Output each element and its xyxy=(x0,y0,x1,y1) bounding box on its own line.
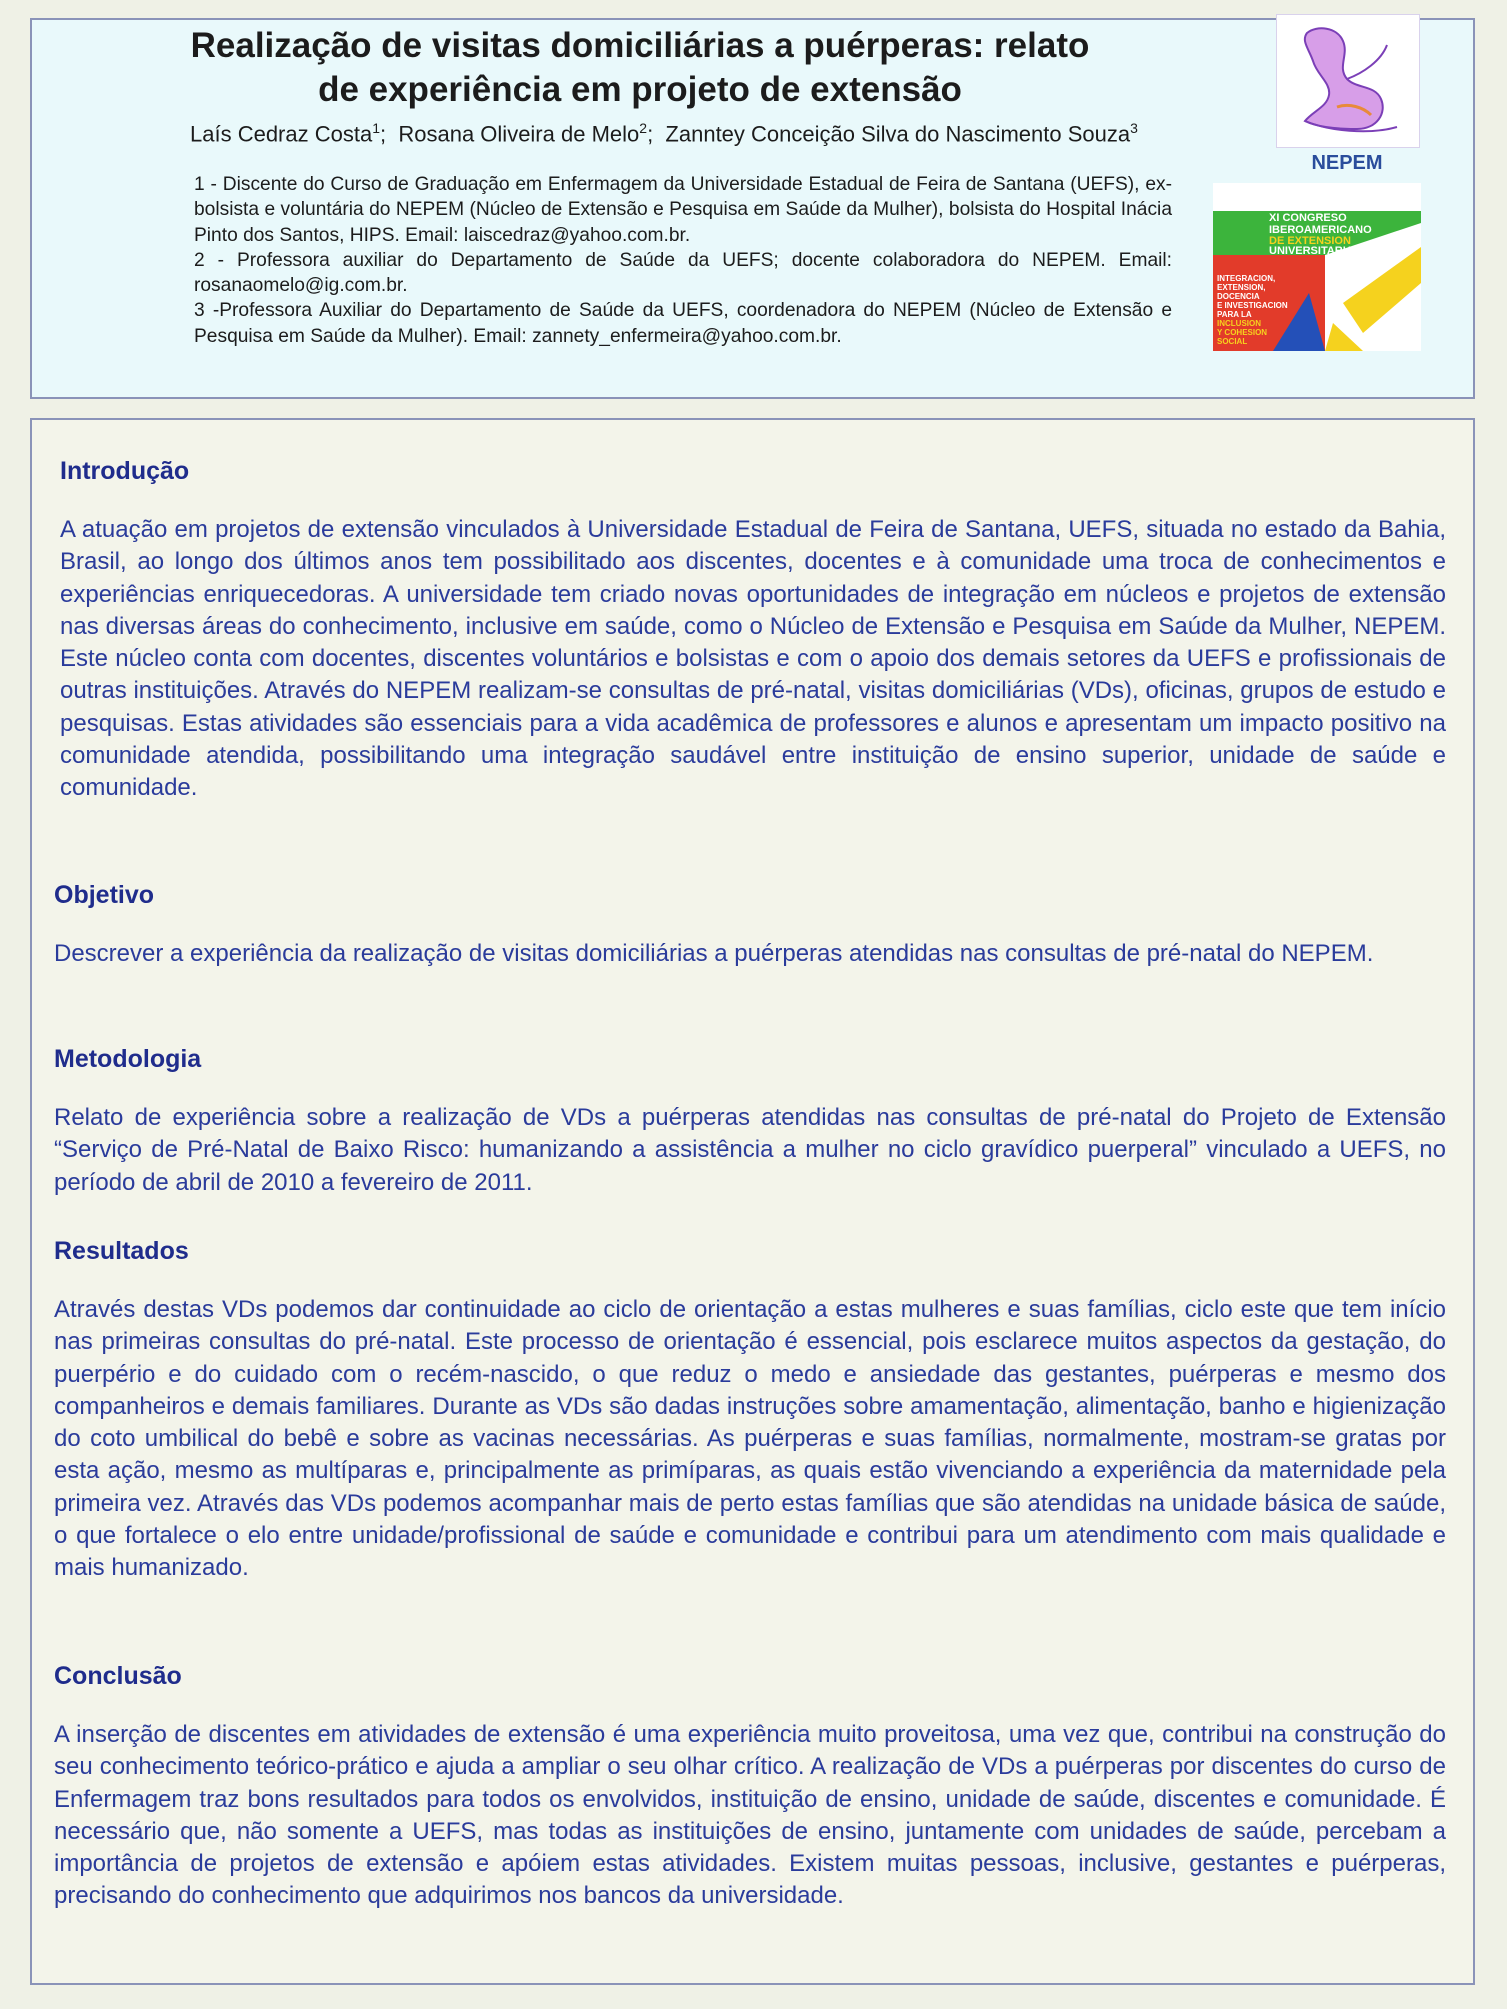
author-affiliation-number: 1 xyxy=(372,120,380,136)
congress-line1: XI CONGRESO xyxy=(1269,212,1347,224)
section-objetivo xyxy=(54,880,1446,970)
congress-sub4: E INVESTIGACION xyxy=(1217,301,1288,310)
section-heading: Conclusão xyxy=(54,1662,182,1690)
congress-sub5: PARA LA xyxy=(1217,310,1252,319)
congress-line3: DE EXTENSION xyxy=(1269,235,1351,247)
section-text: Relato de experiência sobre a realização de VDs a puérperas atendidas nas consultas de pré-natal do Projeto de Extensão “Serviço de Pré-Natal de Baixo Risco: humanizando a assistência a mulher no ciclo gravídico puerperal” vinculado a UEFS, no período de abril de 2010 a fevereiro de 2011. xyxy=(54,1104,1446,1196)
section-text: Descrever a experiência da realização de visitas domiciliárias a puérperas atendidas nas consultas de pré-natal do NEPEM. xyxy=(54,940,1374,967)
congress-logo xyxy=(1213,183,1421,351)
author-separator: ; xyxy=(647,121,660,147)
nepem-logo xyxy=(1276,14,1420,148)
section-heading: Resultados xyxy=(54,1237,189,1265)
congress-sub2: EXTENSION, xyxy=(1217,283,1266,292)
affiliations xyxy=(194,172,1172,349)
author-affiliation-number: 3 xyxy=(1130,120,1138,136)
author-name: Rosana Oliveira de Melo xyxy=(398,121,640,147)
section-text: A inserção de discentes em atividades de extensão é uma experiência muito proveitosa, uma vez que, contribui na construção do seu conhecimento teórico-prático e ajuda a ampliar o seu olhar crítico. A realização de VDs a puérperas por discentes do curso de Enfermagem traz bons resultados para todos os envolvidos, instituição de ensino, unidade de saúde, discentes e comunidade. É necessário que, não somente a UEFS, mas todas as instituições de ensino, juntamente com unidades de saúde, percebam a importância de projetos de extensão e apóiem estas atividades. Existem muitas pessoas, inclusive, gestantes e puérperas, precisando do conhecimento que adquirimos nos bancos da universidade. xyxy=(54,1721,1446,1910)
poster-title: Realização de visitas domiciliárias a puérperas: relato de experiência em projeto de extensão xyxy=(190,26,1090,109)
congress-sub3: DOCENCIA xyxy=(1217,292,1260,301)
congress-sub7: Y COHESION xyxy=(1217,328,1268,337)
congress-line2: IBEROAMERICANO xyxy=(1269,224,1372,236)
nepem-figure-icon xyxy=(1277,15,1419,147)
congress-logo-graphic xyxy=(1213,183,1421,351)
congress-sub6: INCLUSION xyxy=(1217,319,1261,328)
section-conclusao xyxy=(54,1661,1446,1913)
author-affiliation-number: 2 xyxy=(639,120,648,136)
author-name: Zanntey Conceição Silva do Nascimento Souza xyxy=(665,121,1131,147)
affiliation: 3 -Professora Auxiliar do Departamento de Saúde da UEFS, coordenadora do NEPEM (Núcleo de Extensão e Pesquisa em Saúde da Mulher). Email: zannety_enfermeira@yahoo.com.br. xyxy=(194,300,1172,347)
section-introducao xyxy=(60,456,1446,805)
section-heading: Introdução xyxy=(60,457,190,485)
congress-line4: UNIVERSITARIA xyxy=(1269,245,1354,257)
section-metodologia xyxy=(54,1044,1446,1199)
congress-sub8: SOCIAL xyxy=(1217,337,1248,346)
affiliation: 2 - Professora auxiliar do Departamento de Saúde da UEFS; docente colaboradora do NEPEM. Email: rosanaomelo@ig.com.br. xyxy=(194,249,1172,297)
author-list xyxy=(190,120,1140,147)
author-name: Laís Cedraz Costa xyxy=(190,121,373,147)
section-resultados xyxy=(54,1236,1446,1585)
section-text: Através destas VDs podemos dar continuidade ao ciclo de orientação a estas mulheres e suas famílias, ciclo este que tem início nas primeiras consultas do pré-natal. Este processo de orientação é essencial, pois esclarece muitos aspectos da gestação, do puerpério e do cuidado com o recém-nascido, o que reduz o medo e ansiedade das gestantes, puérperas e mesmo dos companheiros e demais familiares. Durante as VDs são dadas instruções sobre amamentação, alimentação, banho e higienização do coto umbilical do bebê e sobre as vacinas necessárias. As puérperas e suas famílias, normalmente, mostram-se gratas por esta ação, mesmo as multíparas e, principalmente as primíparas, as quais estão vivenciando a experiência da maternidade pela primeira vez. Através das VDs podemos acompanhar mais de perto estas famílias que são atendidas na unidade básica de saúde, o que fortalece o elo entre unidade/profissional de saúde e comunidade e contribui para um atendimento com mais qualidade e mais humanizado. xyxy=(54,1296,1446,1582)
section-text: A atuação em projetos de extensão vinculados à Universidade Estadual de Feira de Santana, UEFS, situada no estado da Bahia, Brasil, ao longo dos últimos anos tem possibilitado aos discentes, docentes e à comunidade uma troca de conhecimentos e experiências enriquecedoras. A universidade tem criado novas oportunidades de integração em núcleos e projetos de extensão nas diversas áreas do conhecimento, inclusive em saúde, como o Núcleo de Extensão e Pesquisa em Saúde da Mulher, NEPEM. Este núcleo conta com docentes, discentes voluntários e bolsistas e com o apoio dos demais setores da UEFS e profissionais de outras instituições. Através do NEPEM realizam-se consultas de pré-natal, visitas domiciliárias (VDs), oficinas, grupos de estudo e pesquisas. Estas atividades são essenciais para a vida acadêmica de professores e alunos e apresentam um impacto positivo na comunidade atendida, possibilitando uma integração saudável entre instituição de ensino superior, unidade de saúde e comunidade. xyxy=(60,516,1446,802)
affiliation: 1 - Discente do Curso de Graduação em Enfermagem da Universidade Estadual de Feira de Santana (UEFS), ex-bolsista e voluntária do NEPEM (Núcleo de Extensão e Pesquisa em Saúde da Mulher), bolsista do Hospital Inácia Pinto dos Santos, HIPS. Email: laiscedraz@yahoo.com.br. xyxy=(194,174,1172,246)
section-heading: Objetivo xyxy=(54,881,155,909)
author-separator: ; xyxy=(380,121,393,147)
congress-sub1: INTEGRACION, xyxy=(1217,274,1276,283)
nepem-label: NEPEM xyxy=(1311,152,1383,174)
section-heading: Metodologia xyxy=(54,1045,202,1073)
